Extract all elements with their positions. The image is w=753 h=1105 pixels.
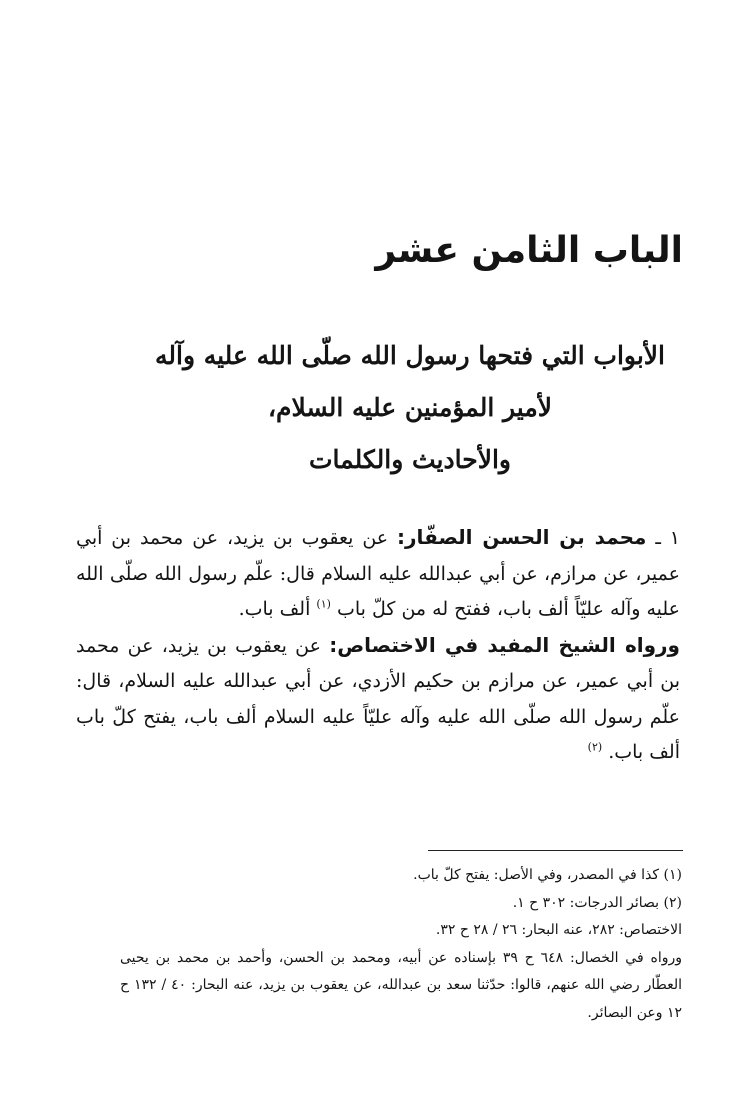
footnote-ref-2[interactable]: (٢): [587, 740, 603, 754]
hadith-number: ١ ـ: [655, 527, 680, 549]
subtitle-line-3: والأحاديث والكلمات: [308, 445, 511, 474]
footnote-item: ورواه في الخصال: ٦٤٨ ح ٣٩ بإسناده عن أبيه، ومحمد بن الحسن، وأحمد بن محمد بن يحيى العطّار رضي الله عنهم، قالوا: حدّثنا سعد بن عبدالله، عن يعقوب بن يزيد، عنه البحار: ٤٠ / ١٣٢ ح ١٢ وعن البصائر.: [120, 949, 682, 1021]
narration-source: ورواه الشيخ المفيد في الاختصاص:: [329, 632, 680, 657]
narration-text: عن يعقوب بن يزيد، عن محمد بن أبي عمير، عن مرازم بن حكيم الأزدي، عن أبي عبدالله عليه السلام، قال: علّم رسول الله صلّى الله عليه وآله عليّاً عليه السلام ألف باب، يفتح كلّ باب ألف باب.: [76, 634, 680, 763]
hadith-text-end: ألف باب.: [238, 598, 311, 620]
footnote-divider: [428, 850, 683, 851]
hadith-text: عن يعقوب بن يزيد، عن محمد بن أبي عمير، عن مرازم، عن أبي عبدالله عليه السلام قال: علّم رسول الله صلّى الله عليه وآله عليّاً ألف باب، ففتح له من كلّ باب: [76, 527, 680, 620]
hadith-1: [76, 520, 680, 628]
footnotes: [120, 862, 682, 1027]
footnote-ref-1[interactable]: (١): [316, 597, 331, 611]
chapter-title: الباب الثامن عشر: [375, 230, 683, 271]
footnote-item: (١) كذا في المصدر، وفي الأصل: يفتح كلّ باب.: [413, 867, 682, 883]
narration-2: [76, 628, 680, 771]
subtitle-line-2: لأمير المؤمنين عليه السلام،: [267, 393, 552, 422]
footnote-item: (٢) بصائر الدرجات: ٣٠٢ ح ١.: [512, 894, 682, 911]
footnote-item: الاختصاص: ٢٨٢، عنه البحار: ٢٦ / ٢٨ ح ٣٢.: [435, 922, 682, 938]
hadith-source: محمد بن الحسن الصفّار:: [397, 525, 647, 549]
main-text: [76, 520, 680, 771]
subtitle-line-1: الأبواب التي فتحها رسول الله صلّى الله عليه وآله: [154, 341, 665, 370]
chapter-subtitle: [150, 330, 670, 486]
